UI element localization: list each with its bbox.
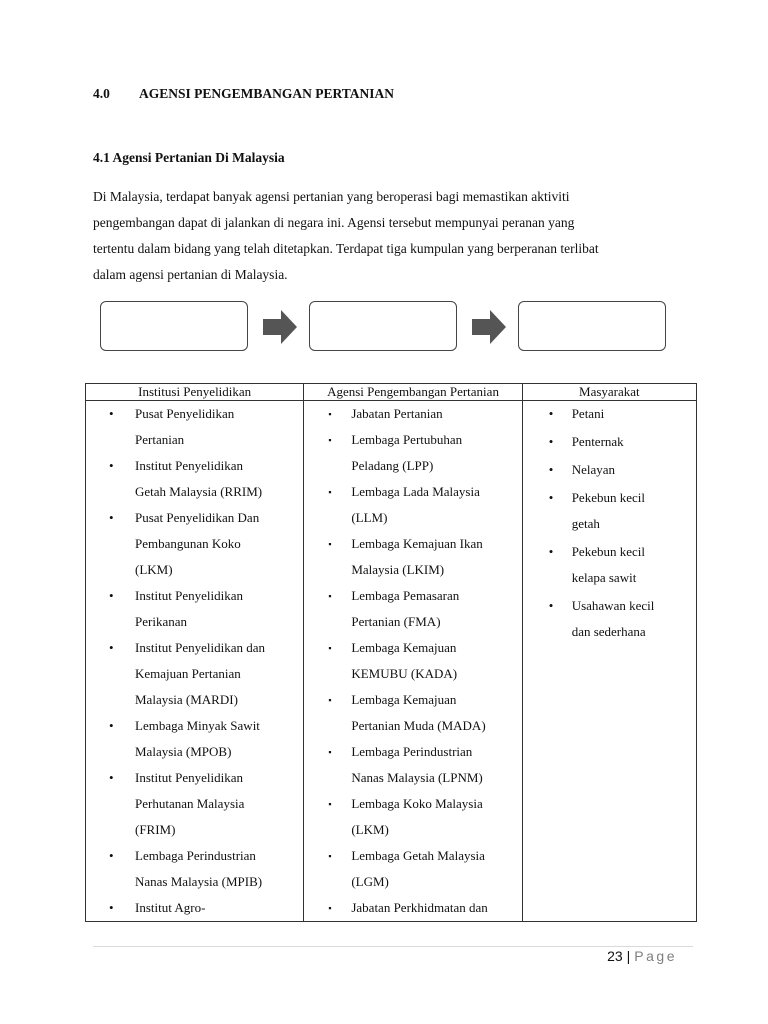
agensi-item xyxy=(304,531,521,583)
page-footer xyxy=(0,946,677,966)
agensi-cell xyxy=(304,401,522,922)
bullet-icon: • xyxy=(548,490,554,505)
institusi-item-line: Nanas Malaysia (MPIB) xyxy=(135,874,263,889)
institusi-item xyxy=(86,453,303,505)
agensi-item-line: Lembaga Kemajuan xyxy=(351,692,457,707)
institusi-item-line: Institut Penyelidikan xyxy=(135,458,243,473)
institusi-item-line: Lembaga Perindustrian xyxy=(135,848,256,863)
masyarakat-item-line: Usahawan kecil xyxy=(571,598,655,613)
institusi-item-line: Institut Penyelidikan xyxy=(135,588,243,603)
bullet-icon: • xyxy=(109,458,114,473)
subsection-heading: 4.1 Agensi Pertanian Di Malaysia xyxy=(93,150,285,165)
table-header-row xyxy=(86,384,697,401)
agensi-item-line: Lembaga Kemajuan Ikan xyxy=(351,536,483,551)
header-institusi: Institusi Penyelidikan xyxy=(86,384,304,401)
masyarakat-item-line: Petani xyxy=(571,406,605,421)
institusi-item-line: Perikanan xyxy=(135,614,187,629)
square-bullet-icon: ▪ xyxy=(328,851,332,861)
masyarakat-cell xyxy=(522,401,696,922)
paragraph-line: dalam agensi pertanian di Malaysia. xyxy=(93,267,288,282)
bullet-icon: • xyxy=(109,770,114,785)
bullet-icon: • xyxy=(109,718,114,733)
bullet-icon: • xyxy=(109,406,114,421)
header-masyarakat: Masyarakat xyxy=(522,384,696,401)
agensi-item-line: Lembaga Pertubuhan xyxy=(351,432,463,447)
agensi-item-line: Lembaga Pemasaran xyxy=(351,588,460,603)
agensi-list xyxy=(304,401,521,921)
agensi-item xyxy=(304,739,521,791)
right-arrow-icon xyxy=(472,310,508,344)
institusi-item-line: Malaysia (MPOB) xyxy=(135,744,232,759)
agensi-item xyxy=(304,479,521,531)
page-number: 23 xyxy=(607,948,623,964)
table-row xyxy=(86,401,697,922)
agensi-item-line: KEMUBU (KADA) xyxy=(351,666,458,681)
bullet-icon: • xyxy=(548,462,554,477)
institusi-item-line: Institut Penyelidikan xyxy=(135,770,243,785)
body-paragraph xyxy=(93,184,693,288)
footer-separator: | xyxy=(626,948,631,964)
masyarakat-item-line: Pekebun kecil xyxy=(571,490,645,505)
institusi-item-line: Pusat Penyelidikan xyxy=(135,406,235,421)
square-bullet-icon: ▪ xyxy=(328,435,332,445)
agensi-item-line: Jabatan Perkhidmatan dan xyxy=(351,900,488,915)
masyarakat-item-line: Nelayan xyxy=(571,462,615,477)
institusi-item-line: Perhutanan Malaysia xyxy=(135,796,245,811)
agensi-item-line: Malaysia (LKIM) xyxy=(351,562,445,577)
paragraph-line: Di Malaysia, terdapat banyak agensi pertanian yang beroperasi bagi memastikan aktiviti xyxy=(93,189,570,204)
bullet-icon: • xyxy=(109,900,114,915)
flow-box-2 xyxy=(309,301,457,351)
right-arrow-icon xyxy=(263,310,299,344)
masyarakat-item xyxy=(523,539,696,591)
agensi-item-line: Peladang (LPP) xyxy=(351,458,434,473)
institusi-item xyxy=(86,401,303,453)
header-agensi: Agensi Pengembangan Pertanian xyxy=(304,384,522,401)
institusi-item-line: Lembaga Minyak Sawit xyxy=(135,718,260,733)
bullet-icon: • xyxy=(109,510,114,525)
masyarakat-item xyxy=(523,593,696,645)
masyarakat-item-line: Pekebun kecil xyxy=(571,544,645,559)
masyarakat-item xyxy=(523,457,696,483)
agensi-item-line: Nanas Malaysia (LPNM) xyxy=(351,770,483,785)
square-bullet-icon: ▪ xyxy=(328,799,332,809)
institusi-cell xyxy=(86,401,304,922)
institusi-item xyxy=(86,713,303,765)
square-bullet-icon: ▪ xyxy=(328,591,332,601)
institusi-list xyxy=(86,401,303,921)
institusi-item xyxy=(86,505,303,583)
agensi-item xyxy=(304,583,521,635)
agensi-item xyxy=(304,791,521,843)
page-label: Page xyxy=(634,948,677,964)
bullet-icon: • xyxy=(109,588,114,603)
square-bullet-icon: ▪ xyxy=(328,695,332,705)
bullet-icon: • xyxy=(548,598,554,613)
paragraph-line: pengembangan dapat di jalankan di negara ini. Agensi tersebut mempunyai peranan yang xyxy=(93,215,575,230)
flow-box-3 xyxy=(518,301,666,351)
paragraph-line: tertentu dalam bidang yang telah ditetapkan. Terdapat tiga kumpulan yang berperanan terlibat xyxy=(93,241,599,256)
agensi-item-line: Lembaga Perindustrian xyxy=(351,744,473,759)
flow-box-1 xyxy=(100,301,248,351)
square-bullet-icon: ▪ xyxy=(328,747,332,757)
agensi-item-line: Pertanian Muda (MADA) xyxy=(351,718,486,733)
institusi-item-line: Pembangunan Koko xyxy=(135,536,241,551)
masyarakat-item xyxy=(523,429,696,455)
agensi-item xyxy=(304,895,521,921)
masyarakat-item-line: Penternak xyxy=(571,434,624,449)
institusi-item-line: Malaysia (MARDI) xyxy=(135,692,238,707)
square-bullet-icon: ▪ xyxy=(328,903,332,913)
masyarakat-item-line: dan sederhana xyxy=(571,624,646,639)
masyarakat-item-line: getah xyxy=(571,516,600,531)
agensi-item xyxy=(304,635,521,687)
institusi-item-line: Institut Agro- xyxy=(135,900,206,915)
institusi-item-line: (LKM) xyxy=(135,562,173,577)
institusi-item xyxy=(86,895,303,921)
agensi-item xyxy=(304,427,521,479)
masyarakat-list xyxy=(523,401,696,645)
bullet-icon: • xyxy=(548,406,554,421)
agency-table xyxy=(85,383,697,922)
agensi-item-line: (LLM) xyxy=(351,510,388,525)
agensi-item-line: Lembaga Kemajuan xyxy=(351,640,457,655)
agensi-item-line: Lembaga Koko Malaysia xyxy=(351,796,483,811)
institusi-item xyxy=(86,635,303,713)
institusi-item-line: Kemajuan Pertanian xyxy=(135,666,241,681)
institusi-item-line: Institut Penyelidikan dan xyxy=(135,640,265,655)
agensi-item-line: Lembaga Lada Malaysia xyxy=(351,484,480,499)
institusi-item xyxy=(86,765,303,843)
agensi-item-line: (LGM) xyxy=(351,874,389,889)
institusi-item xyxy=(86,843,303,895)
agensi-item-line: Pertanian (FMA) xyxy=(351,614,441,629)
masyarakat-item xyxy=(523,401,696,427)
institusi-item-line: Getah Malaysia (RRIM) xyxy=(135,484,263,499)
section-number: 4.0 xyxy=(93,86,110,101)
institusi-item xyxy=(86,583,303,635)
square-bullet-icon: ▪ xyxy=(328,487,332,497)
institusi-item-line: Pertanian xyxy=(135,432,185,447)
agensi-item-line: Jabatan Pertanian xyxy=(351,406,443,421)
institusi-item-line: (FRIM) xyxy=(135,822,176,837)
institusi-item-line: Pusat Penyelidikan Dan xyxy=(135,510,260,525)
agensi-item xyxy=(304,687,521,739)
bullet-icon: • xyxy=(109,640,114,655)
agensi-item-line: (LKM) xyxy=(351,822,389,837)
section-heading xyxy=(93,86,394,102)
agensi-item xyxy=(304,843,521,895)
agensi-item xyxy=(304,401,521,427)
square-bullet-icon: ▪ xyxy=(328,539,332,549)
section-title: AGENSI PENGEMBANGAN PERTANIAN xyxy=(139,86,395,101)
square-bullet-icon: ▪ xyxy=(328,643,332,653)
masyarakat-item xyxy=(523,485,696,537)
masyarakat-item-line: kelapa sawit xyxy=(571,570,637,585)
agensi-item-line: Lembaga Getah Malaysia xyxy=(351,848,485,863)
bullet-icon: • xyxy=(109,848,114,863)
bullet-icon: • xyxy=(548,544,554,559)
square-bullet-icon: ▪ xyxy=(328,409,332,419)
bullet-icon: • xyxy=(548,434,554,449)
